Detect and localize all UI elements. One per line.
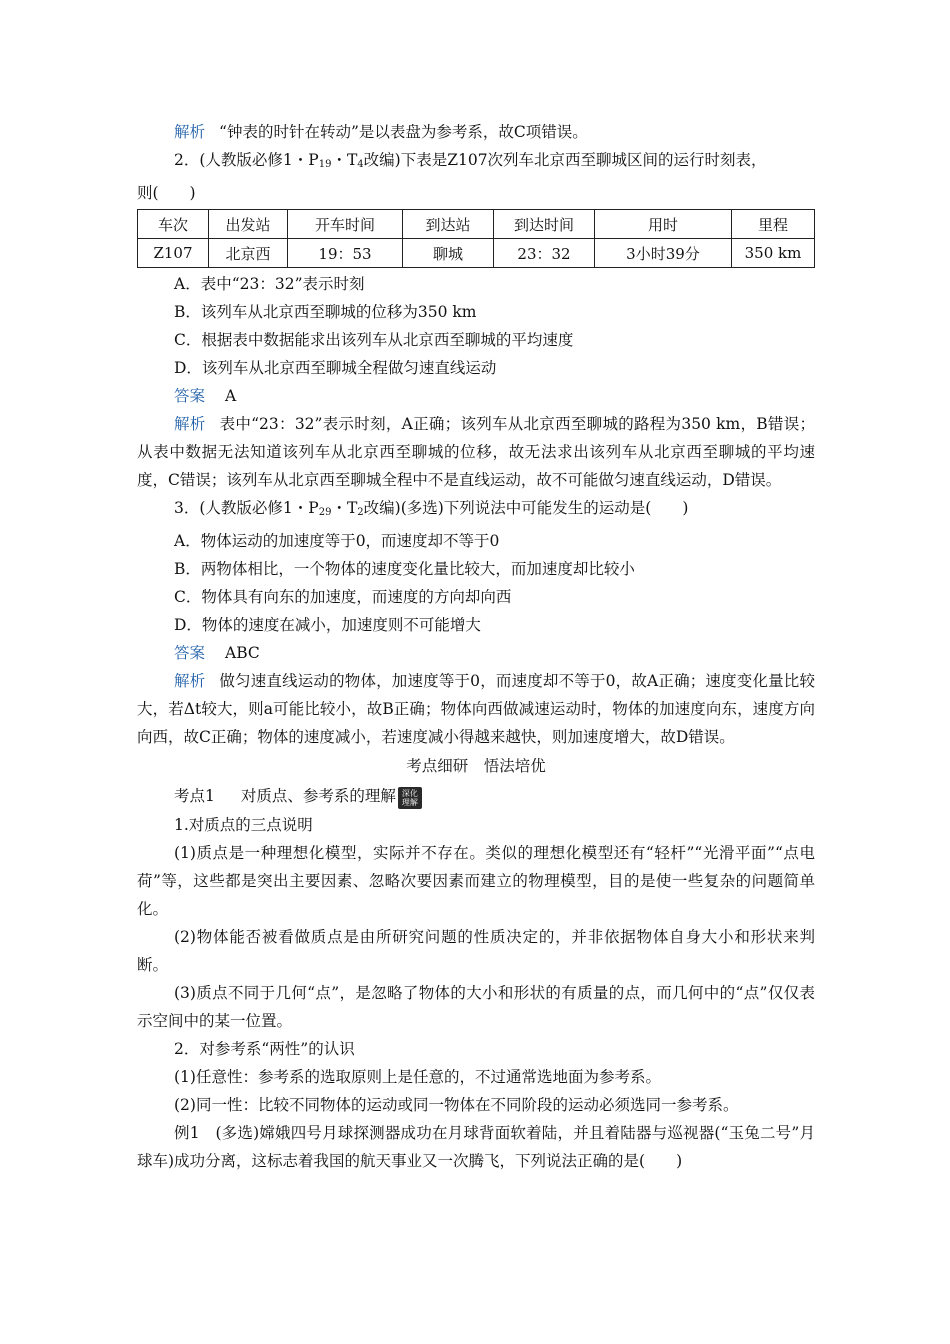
point2-item1: (1)任意性：参考系的选取原则上是任意的，不过通常选地面为参考系。 [174,1068,661,1086]
table-header-cell: 里程 [732,210,815,239]
q2-option-a: A．表中“23：32”表示时刻 [174,275,365,293]
q2-answer-line [137,382,815,410]
key-point-title: 对质点、参考系的理解 [240,787,396,805]
key-point-label: 考点1 [174,787,215,805]
q3-subscript: 29 [318,507,332,518]
q3-analysis-text: 做匀速直线运动的物体，加速度等于0，而速度却不等于0，故A正确；速度变化量比较大，若Δt较大，则a可能比较小，故B正确；物体向西做减速运动时，物体的加速度向东，速度方向向西，故C正确；物体的速度减小，若速度减小得越来越快，则加速度增大，故D错误。 [137,672,815,746]
q2-stem-line [137,146,815,179]
section-title: 考点细研 悟法培优 [406,757,546,775]
example1-stem: 例1 (多选)嫦娥四号月球探测器成功在月球背面软着陆，并且着陆器与巡视器(“玉兔二号”月球车)成功分离，这标志着我国的航天事业又一次腾飞，下列说法正确的是( ) [137,1124,815,1170]
q3-subscript: 2 [357,507,364,518]
table-header-cell: 开车时间 [288,210,403,239]
q3-option-c: C．物体具有向东的加速度，而速度的方向却向西 [174,588,512,606]
answer-label: 答案 [174,644,206,662]
q3-stem-part: 3．(人教版必修1・P [174,499,319,517]
q2-subscript: 4 [357,159,364,170]
q2-analysis [137,410,815,494]
q3-answer-line [137,639,815,667]
key-point-heading [137,781,815,811]
point1-item2: (2)物体能否被看做质点是由所研究问题的性质决定的，并非依据物体自身大小和形状来判断。 [137,928,815,974]
q2-option-d: D．该列车从北京西至聊城全程做匀速直线运动 [174,359,497,377]
badge-top-text: 深化 [401,789,418,798]
q2-stem-part: 改编)下表是Z107次列车北京西至聊城区间的运行时刻表， [363,151,767,169]
table-cell: 3小时39分 [595,239,732,268]
q2-stem-part: 2．(人教版必修1・P [174,151,319,169]
analysis-label: 解析 [174,123,206,141]
q3-answer: ABC [225,644,260,662]
q2-option-c: C．根据表中数据能求出该列车从北京西至聊城的平均速度 [174,331,574,349]
answer-label: 答案 [174,387,206,405]
q1-analysis-line [137,118,815,146]
table-header-row [138,210,815,239]
deepen-understanding-badge [398,787,422,809]
q2-analysis-text: 表中“23：32”表示时刻，A正确；该列车从北京西至聊城的路程为350 km，B错误；从表中数据无法知道该列车从北京西至聊城的位移，故无法求出该列车从北京西至聊城的平均速度，C错误；该列车从北京西至聊城全程中不是直线运动，故不可能做匀速直线运动，D错误。 [137,415,815,489]
q2-stem-part: ・T [331,151,358,169]
q3-stem-line [137,494,815,527]
table-cell: 19：53 [288,239,403,268]
table-cell: 23：32 [494,239,595,268]
q2-answer: A [225,387,237,405]
table-cell: Z107 [138,239,209,268]
table-header-cell: 到达时间 [494,210,595,239]
table-cell: 聊城 [403,239,494,268]
table-cell: 350 km [732,239,815,268]
document-page [137,118,815,1175]
table-header-cell: 出发站 [209,210,288,239]
q3-option-d: D．物体的速度在减小，加速度则不可能增大 [174,616,481,634]
point1-item3: (3)质点不同于几何“点”，是忽略了物体的大小和形状的有质量的点，而几何中的“点”仅仅表示空间中的某一位置。 [137,984,815,1030]
point2-item2: (2)同一性：比较不同物体的运动或同一物体在不同阶段的运动必须选同一参考系。 [174,1096,739,1114]
analysis-label: 解析 [174,415,206,433]
table-row [138,239,815,268]
table-header-cell: 到达站 [403,210,494,239]
q3-analysis [137,667,815,751]
table-cell: 北京西 [209,239,288,268]
table-header-cell: 车次 [138,210,209,239]
q2-stem-continuation: 则( ) [137,184,196,202]
table-header-cell: 用时 [595,210,732,239]
q3-option-a: A．物体运动的加速度等于0，而速度却不等于0 [174,532,500,550]
q2-subscript: 19 [318,159,332,170]
q3-stem-part: ・T [331,499,358,517]
q1-analysis-text: “钟表的时针在转动”是以表盘为参考系，故C项错误。 [219,123,588,141]
analysis-label: 解析 [174,672,206,690]
q2-option-b: B．该列车从北京西至聊城的位移为350 km [174,303,477,321]
train-timetable [137,209,815,268]
q3-option-b: B．两物体相比，一个物体的速度变化量比较大，而加速度却比较小 [174,560,635,578]
point1-item1: (1)质点是一种理想化模型，实际并不存在。类似的理想化模型还有“轻杆”“光滑平面”“点电荷”等，这些都是突出主要因素、忽略次要因素而建立的物理模型，目的是使一些复杂的问题简单化。 [137,844,815,918]
q3-stem-part: 改编)(多选)下列说法中可能发生的运动是( ) [363,499,689,517]
badge-bottom-text: 理解 [401,798,418,807]
point1-heading: 1.对质点的三点说明 [174,816,313,834]
point2-heading: 2．对参考系“两性”的认识 [174,1040,355,1058]
